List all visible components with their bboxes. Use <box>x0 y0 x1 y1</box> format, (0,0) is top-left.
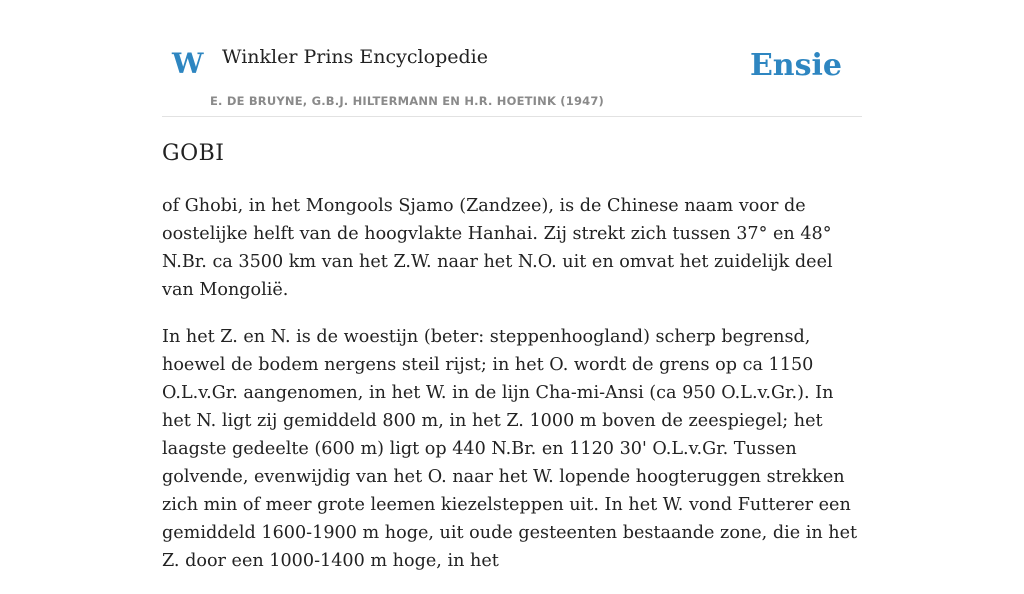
site-title[interactable]: Winkler Prins Encyclopedie <box>222 46 488 68</box>
entry-body <box>162 192 862 594</box>
logo-w-icon[interactable]: W <box>172 47 204 80</box>
entry-title: GOBI <box>162 141 225 166</box>
brand-logo[interactable]: Ensie <box>749 48 842 83</box>
site-header <box>162 0 862 117</box>
entry-paragraph: of Ghobi, in het Mongools Sjamo (Zandzee), is de Chinese naam voor de oostelijke helft van de hoogvlakte Hanhai. Zij strekt zich tussen 37° en 48° N.Br. ca 3500 km van het Z.W. naar het N.O. uit en omvat het zuidelijk deel van Mongolië. <box>162 196 833 300</box>
page <box>162 0 862 571</box>
entry-paragraph: In het Z. en N. is de woestijn (beter: steppenhoogland) scherp begrensd, hoewel de bodem nergens steil rijst; in het O. wordt de grens op ca 1150 O.L.v.Gr. aangenomen, in het W. in de lijn Cha-mi-Ansi (ca 950 O.L.v.Gr.). In het N. ligt zij gemiddeld 800 m, in het Z. 1000 m boven de zeespiegel; het laagste gedeelte (600 m) ligt op 440 N.Br. en 1120 30' O.L.v.Gr. Tussen golvende, evenwijdig van het O. naar het W. lopende hoogteruggen strekken zich min of meer grote leemen kiezelsteppen uit. In het W. vond Futterer een gemiddeld 1600-1900 m hoge, uit oude gesteenten bestaande zone, die in het Z. door een 1000-1400 m hoge, in het <box>162 327 858 571</box>
authors-line: E. DE BRUYNE, G.B.J. HILTERMANN EN H.R. HOETINK (1947) <box>210 94 605 108</box>
